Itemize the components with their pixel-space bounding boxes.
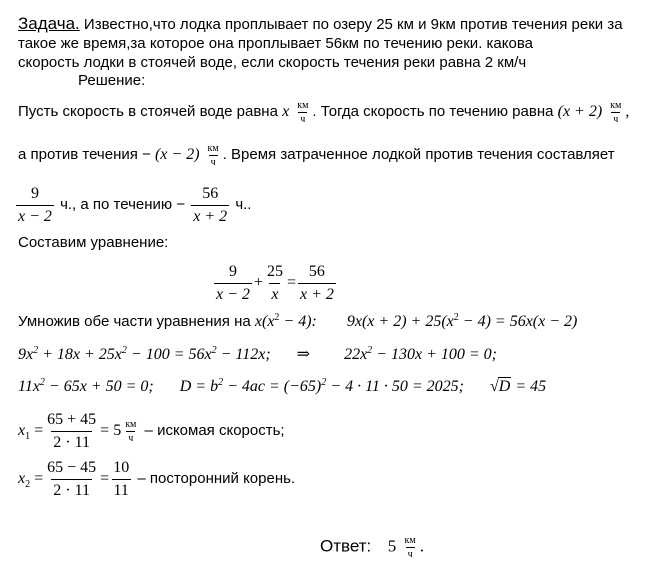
unit-km-per-h: $\frac{км}{ч}$ <box>297 100 309 125</box>
unit-km-per-h: $\frac{км}{ч}$ <box>207 143 219 168</box>
answer-line: Ответ: 5 $\frac{км}{ч}$ . <box>320 535 424 560</box>
solution-paragraph-3: $\frac{9}{x - 2}$ ч., а по течению − $\frac{56}{x + 2}$ ч.. <box>18 185 252 225</box>
multiply-line: Умножив обе части уравнения на $x(x^2 - 4)$: $9x(x + 2) + 25(x^2 - 4) = 56x(x - 2)$ <box>18 312 578 330</box>
problem-label: Задача. <box>18 14 80 33</box>
time-against-current: $\frac{9}{x - 2}$ <box>18 185 52 225</box>
root-x2-line: $x_2$ = $\frac{65 - 45}{2 \cdot 11}$ = $\frac{10}{11}$ – посторонний корень. <box>18 459 296 499</box>
problem-line-2: такое же время,за которое она проплывает 56км по течению реки. какова <box>18 35 533 52</box>
solution-paragraph-2: а против течения − (x − 2) $\frac{км}{ч}$ . Время затраченное лодкой против течения составляет <box>18 143 615 168</box>
equation-intro: Составим уравнение: <box>18 234 169 251</box>
expanded-equation-line: $9x^2 + 18x + 25x^2 - 100 = 56x^2 - 112x$; ⇒ $22x^2 - 130x + 100 = 0$; <box>18 345 497 363</box>
problem-line-1: Задача. Известно,что лодка проплывает по озеру 25 км и 9км против течения реки за <box>18 14 623 33</box>
answer-label: Ответ: <box>320 536 372 556</box>
root-x1-line: $x_1$ = $\frac{65 + 45}{2 \cdot 11}$ = 5 $\frac{км}{ч}$ – искомая скорость; <box>18 411 285 451</box>
solution-title: Решение: <box>78 72 146 89</box>
problem-line-3: скорость лодки в стоячей воде, если скорость течения реки равна 2 км/ч <box>18 54 527 71</box>
discriminant-line: $11x^2 - 65x + 50 = 0$; $D = b^2 - 4ac = (-65)^2 - 4 \cdot 11 \cdot 50 = 2025$; √D = 45 <box>18 377 547 395</box>
time-with-current: $\frac{56}{x + 2}$ <box>193 185 228 225</box>
solution-paragraph-1: Пусть скорость в стоячей воде равна x $\frac{км}{ч}$ . Тогда скорость по течению равна (x + 2) $\frac{км}{ч}$ , <box>18 100 630 125</box>
implies-arrow: ⇒ <box>296 346 311 363</box>
unit-km-per-h: $\frac{км}{ч}$ <box>610 100 622 125</box>
sqrt-symbol: √ <box>490 378 499 395</box>
answer-value: 5 <box>387 536 397 556</box>
main-equation: $\frac{9}{x - 2}$ + $\frac{25}{x}$ = $\frac{56}{x + 2}$ <box>216 263 334 303</box>
